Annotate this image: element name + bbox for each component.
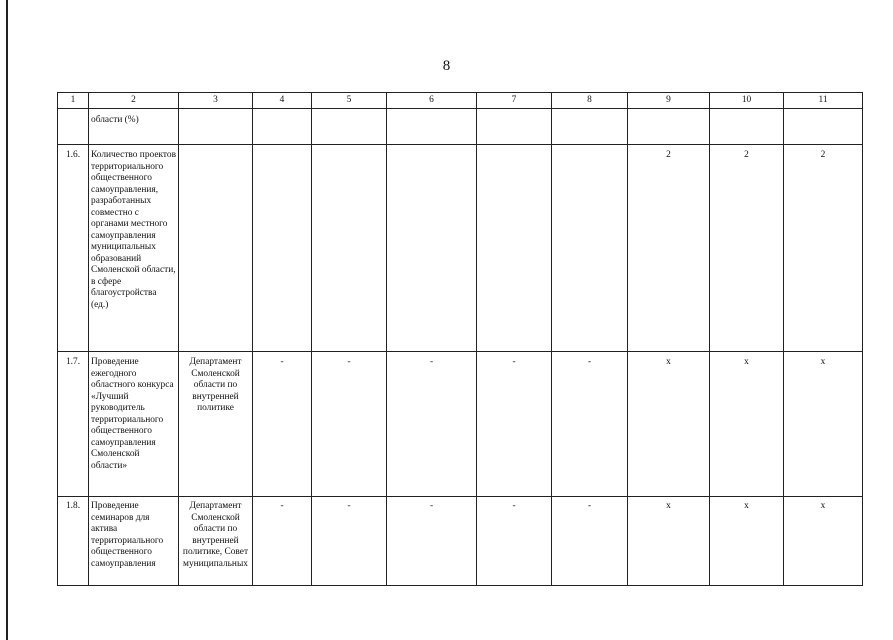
column-header: 4 bbox=[253, 93, 312, 109]
row-value bbox=[312, 145, 387, 352]
table-row bbox=[58, 352, 863, 497]
column-header: 2 bbox=[89, 93, 179, 109]
row-value: x bbox=[628, 352, 710, 497]
table-row bbox=[58, 497, 863, 586]
row-department: Департамент Смоленской области по внутренней политике, Совет муниципальных bbox=[179, 497, 253, 586]
row-value: 2 bbox=[784, 145, 863, 352]
row-number: 1.7. bbox=[58, 352, 89, 497]
row-value: - bbox=[312, 352, 387, 497]
row-value bbox=[710, 109, 784, 145]
column-header: 3 bbox=[179, 93, 253, 109]
row-description: Проведение ежегодного областного конкурса «Лучший руководитель территориального общественного самоуправления Смоленской области» bbox=[89, 352, 179, 497]
row-value: - bbox=[312, 497, 387, 586]
row-description: Количество проектов территориального общественного самоуправления, разработанных совместно с органами местного самоуправления муниципальных образований Смоленской области, в сфере благоустройства (ед.) bbox=[89, 145, 179, 352]
row-department bbox=[179, 109, 253, 145]
row-value bbox=[477, 145, 552, 352]
row-description: Проведение семинаров для актива территориального общественного самоуправления bbox=[89, 497, 179, 586]
row-value bbox=[552, 145, 628, 352]
row-value: x bbox=[710, 497, 784, 586]
row-value: - bbox=[387, 352, 477, 497]
row-value: x bbox=[710, 352, 784, 497]
column-header: 9 bbox=[628, 93, 710, 109]
row-department: Департамент Смоленской области по внутренней политике bbox=[179, 352, 253, 497]
row-value bbox=[552, 109, 628, 145]
row-value bbox=[253, 109, 312, 145]
row-value: - bbox=[552, 352, 628, 497]
table-row bbox=[58, 109, 863, 145]
column-header: 11 bbox=[784, 93, 863, 109]
row-value bbox=[628, 109, 710, 145]
row-value bbox=[312, 109, 387, 145]
row-value: 2 bbox=[628, 145, 710, 352]
row-value bbox=[477, 109, 552, 145]
row-value: 2 bbox=[710, 145, 784, 352]
column-header: 7 bbox=[477, 93, 552, 109]
row-number: 1.8. bbox=[58, 497, 89, 586]
table-row bbox=[58, 145, 863, 352]
row-value bbox=[387, 109, 477, 145]
row-value: - bbox=[477, 352, 552, 497]
column-header: 6 bbox=[387, 93, 477, 109]
row-value bbox=[253, 145, 312, 352]
row-value: - bbox=[253, 352, 312, 497]
row-value: x bbox=[628, 497, 710, 586]
column-header: 5 bbox=[312, 93, 387, 109]
row-number bbox=[58, 109, 89, 145]
page-number: 8 bbox=[442, 58, 451, 74]
row-value: - bbox=[477, 497, 552, 586]
column-header: 8 bbox=[552, 93, 628, 109]
row-number: 1.6. bbox=[58, 145, 89, 352]
column-header: 1 bbox=[58, 93, 89, 109]
row-value bbox=[387, 145, 477, 352]
row-value bbox=[784, 109, 863, 145]
program-table bbox=[57, 92, 863, 586]
row-department bbox=[179, 145, 253, 352]
row-value: x bbox=[784, 497, 863, 586]
row-value: x bbox=[784, 352, 863, 497]
left-margin-rule bbox=[6, 0, 8, 640]
table-header-row bbox=[58, 93, 863, 109]
row-value: - bbox=[552, 497, 628, 586]
row-description: области (%) bbox=[89, 109, 179, 145]
row-value: - bbox=[253, 497, 312, 586]
row-value: - bbox=[387, 497, 477, 586]
column-header: 10 bbox=[710, 93, 784, 109]
